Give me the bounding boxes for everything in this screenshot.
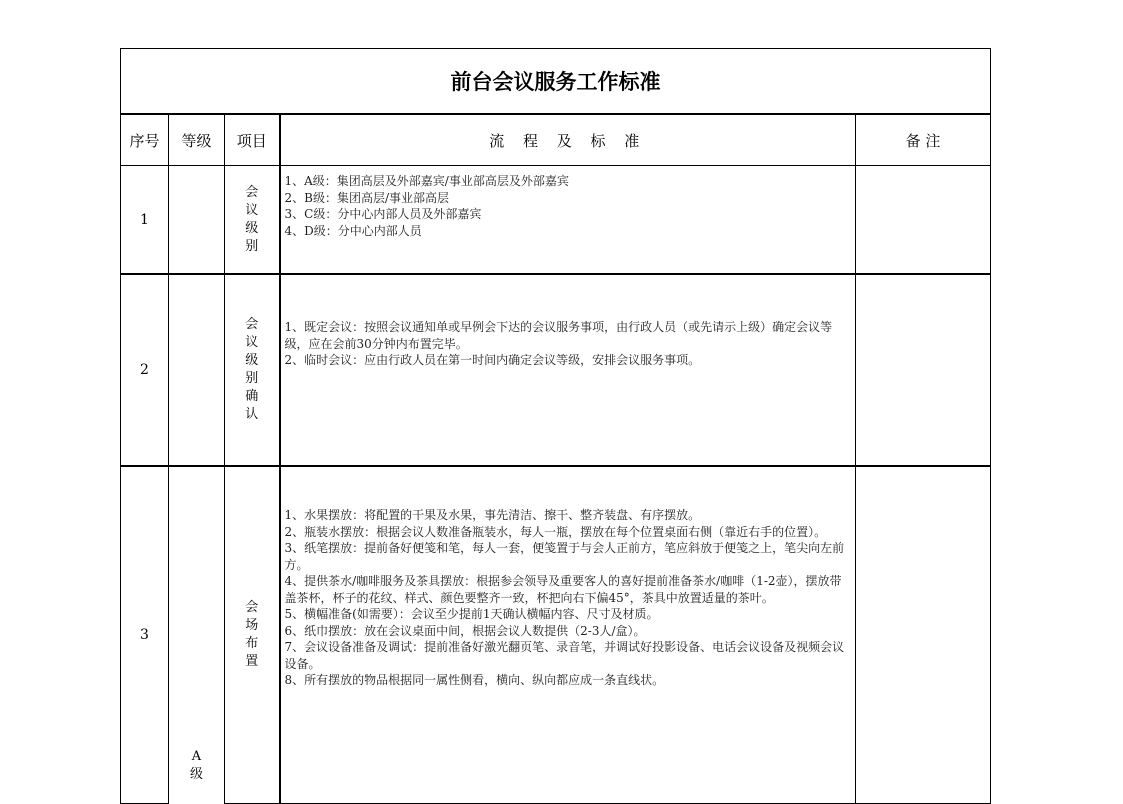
table-row bbox=[121, 466, 991, 804]
content-line: 3、纸笔摆放：提前备好便笺和笔，每人一套，便笺置于与会人正前方，笔应斜放于便笺之上，笔尖向左前方。 bbox=[284, 541, 845, 572]
table-row bbox=[121, 166, 991, 275]
content-line: 1、A级：集团高层及外部嘉宾/事业部高层及外部嘉宾 bbox=[284, 174, 569, 188]
row-project-label: 会场布置 bbox=[245, 600, 259, 669]
row-content bbox=[280, 466, 856, 804]
content-line: 1、水果摆放：将配置的干果及水果，事先清洁、擦干、整齐装盘、有序摆放。 bbox=[284, 508, 701, 522]
row-level bbox=[169, 466, 225, 804]
header-project: 项目 bbox=[225, 114, 280, 166]
content-line: 4、提供茶水/咖啡服务及茶具摆放：根据参会领导及重要客人的喜好提前准备茶水/咖啡（1-2壶），摆放带盖茶杯，杯子的花纹、样式、颜色要整齐一致，杯把向右下偏45°，茶具中放置适量的茶叶。 bbox=[284, 574, 842, 605]
header-seq: 序号 bbox=[121, 114, 169, 166]
content-line: 4、D级：分中心内部人员 bbox=[284, 223, 422, 238]
row-seq: 1 bbox=[121, 166, 169, 275]
content-line: 1、既定会议：按照会议通知单或早例会下达的会议服务事项，由行政人员（或先请示上级）确定会议等级，应在会前30分钟内布置完毕。 bbox=[284, 320, 833, 351]
row-seq: 3 bbox=[121, 466, 169, 804]
content-line: 3、C级：分中心内部人员及外部嘉宾 bbox=[284, 207, 482, 221]
page-title: 前台会议服务工作标准 bbox=[121, 49, 991, 115]
content-line: 2、临时会议：应由行政人员在第一时间内确定会议等级，安排会议服务事项。 bbox=[284, 353, 701, 367]
content-line: 6、纸巾摆放：放在会议桌面中间，根据会议人数提供（2-3人/盒）。 bbox=[284, 623, 646, 638]
row-content bbox=[280, 166, 856, 275]
row-remark bbox=[856, 166, 991, 275]
row-project-label: 会议级别 bbox=[245, 184, 259, 254]
row-remark bbox=[856, 274, 991, 466]
content-line: 2、瓶装水摆放：根据会议人数准备瓶装水，每人一瓶，摆放在每个位置桌面右侧（靠近右手的位置）。 bbox=[284, 524, 827, 539]
row-level bbox=[169, 166, 225, 275]
row-project bbox=[225, 274, 280, 466]
row-content bbox=[280, 274, 856, 466]
content-line: 2、B级：集团高层/事业部高层 bbox=[284, 190, 449, 205]
header-level: 等级 bbox=[169, 114, 225, 166]
row-level bbox=[169, 274, 225, 466]
row-level-label: A级 bbox=[189, 748, 203, 782]
header-remark: 备 注 bbox=[856, 114, 991, 166]
row-project bbox=[225, 466, 280, 804]
content-line: 8、所有摆放的物品根据同一属性侧看，横向、纵向都应成一条直线状。 bbox=[284, 673, 665, 687]
content-line: 5、横幅准备(如需要）：会议至少提前1天确认横幅内容、尺寸及材质。 bbox=[284, 607, 659, 621]
row-project-label: 会议级别确认 bbox=[245, 317, 259, 422]
header-process: 流 程 及 标 准 bbox=[280, 114, 856, 166]
row-remark bbox=[856, 466, 991, 804]
table-row bbox=[121, 274, 991, 466]
content-line: 7、会议设备准备及调试：提前准备好激光翻页笔、录音笔，并调试好投影设备、电话会议设备及视频会议设备。 bbox=[284, 640, 845, 671]
service-standard-table bbox=[120, 48, 991, 804]
row-seq: 2 bbox=[121, 274, 169, 466]
row-project bbox=[225, 166, 280, 275]
